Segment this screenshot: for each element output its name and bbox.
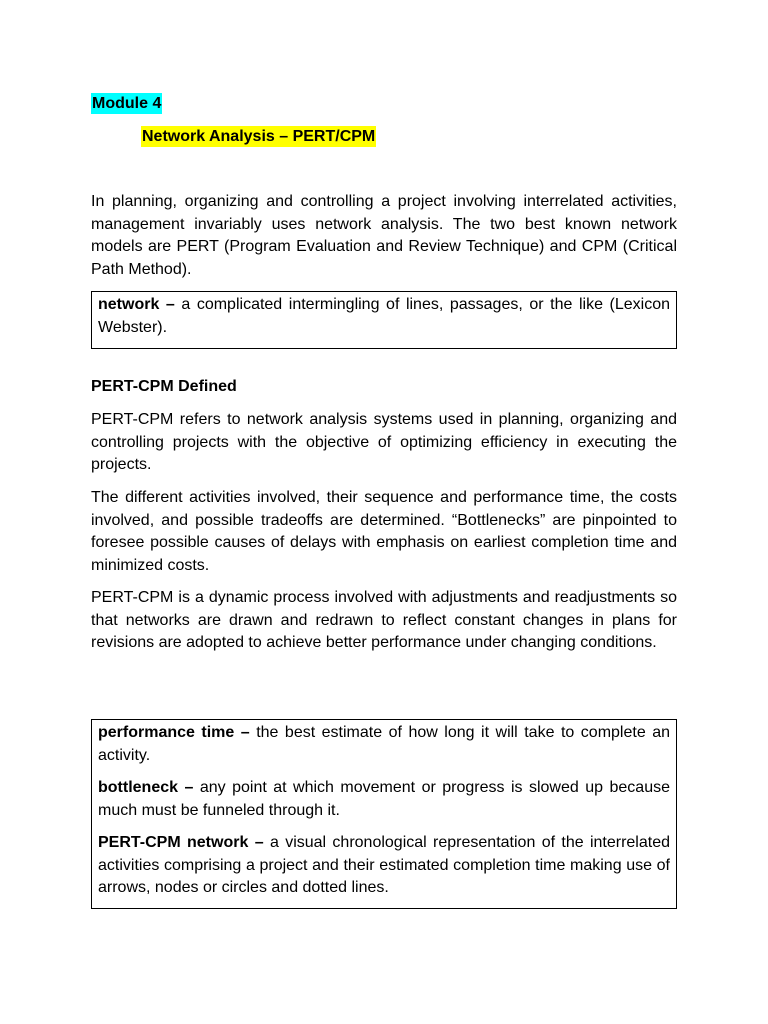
module-label: Module 4 xyxy=(92,95,162,112)
intro-paragraph: In planning, organizing and controlling a project involving interrelated activities, management invariably uses network analysis. The two best known network models are PERT (Program Evaluation and Review Technique) and CPM (Critical Path Method). xyxy=(91,193,677,278)
section-heading xyxy=(91,376,237,399)
term-definition: a visual chronological representation of the interrelated activities comprising a project and their estimated completion time making use of arrows, nodes or circles and dotted lines. xyxy=(98,834,671,896)
term-label: performance time – xyxy=(98,724,250,741)
network-definition-box xyxy=(91,291,677,349)
paragraph-dynamic-process: PERT-CPM is a dynamic process involved with adjustments and readjustments so that networks are drawn and redrawn to reflect constant changes in plans for revisions are adopted to achieve better performance under changing conditions. xyxy=(91,589,677,651)
term-definition: the best estimate of how long it will take to complete an activity. xyxy=(98,724,671,764)
terms-definition-box xyxy=(91,719,677,909)
term-label: bottleneck – xyxy=(98,779,194,796)
term-performance-time xyxy=(98,722,670,767)
definition-text: a complicated intermingling of lines, passages, or the like (Lexicon Webster). xyxy=(98,296,671,336)
section-heading-text: PERT-CPM Defined xyxy=(91,378,237,395)
term-pert-cpm-network xyxy=(98,832,670,900)
paragraph-activities: The different activities involved, their sequence and performance time, the costs involved, and possible tradeoffs are determined. “Bottlenecks” are pinpointed to foresee possible causes of delays with emphasis on earliest completion time and minimized costs. xyxy=(91,489,677,574)
term-label: PERT-CPM network – xyxy=(98,834,264,851)
document-title: Network Analysis – PERT/CPM xyxy=(142,128,376,145)
term-definition: any point at which movement or progress is slowed up because much must be funneled through it. xyxy=(98,779,670,819)
network-definition xyxy=(98,294,670,339)
paragraph-definition: PERT-CPM refers to network analysis systems used in planning, organizing and controlling projects with the objective of optimizing efficiency in executing the projects. xyxy=(91,411,677,473)
term-bottleneck xyxy=(98,777,670,822)
definition-term: network – xyxy=(98,296,175,313)
